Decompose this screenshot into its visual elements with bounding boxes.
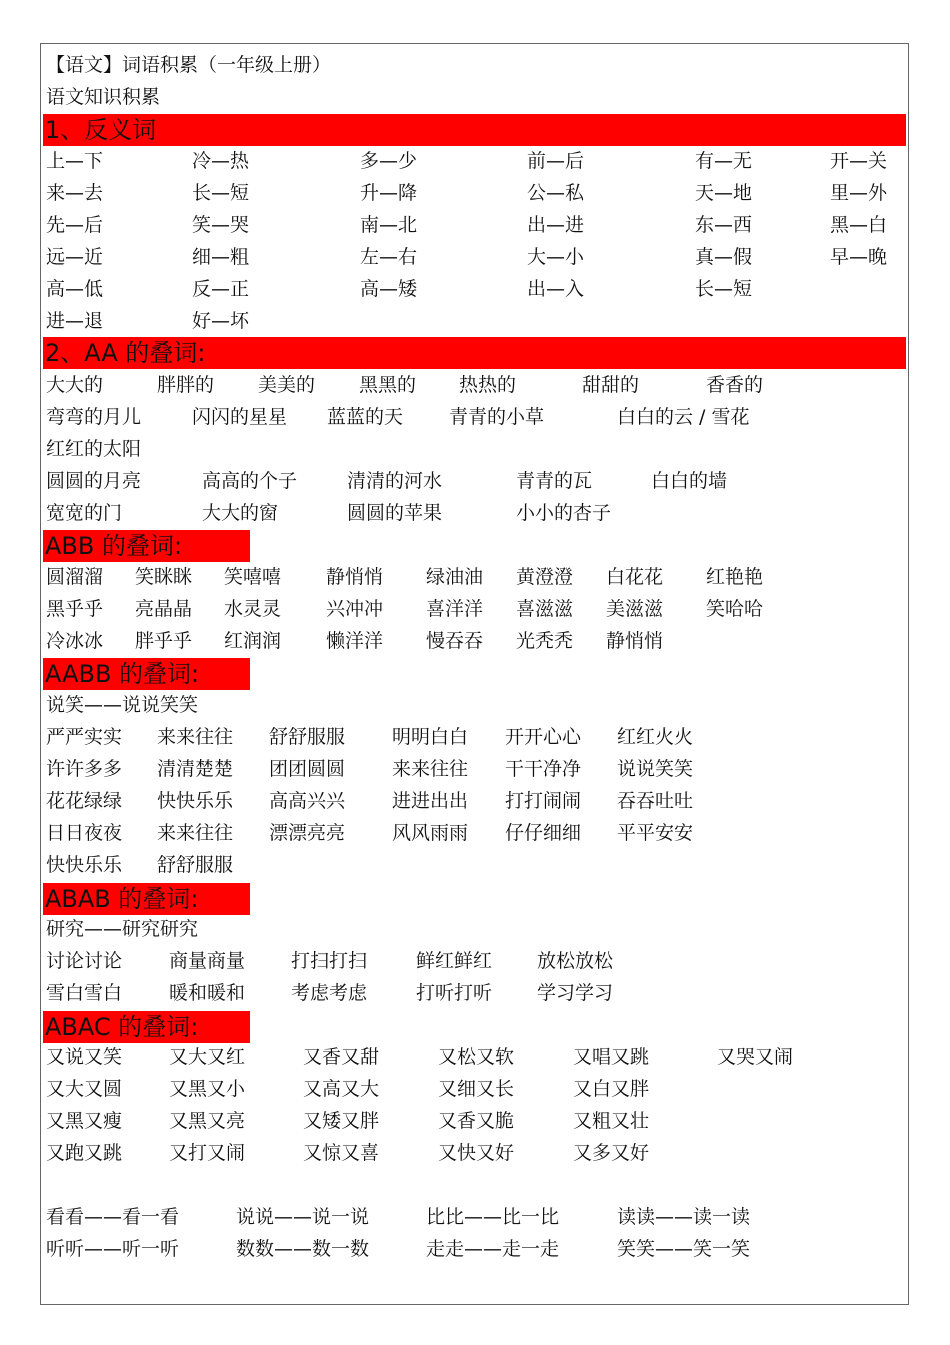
aabb-row xyxy=(0,756,950,782)
antonyms-word: 南—北 xyxy=(360,214,418,236)
abab-example: 研究——研究研究 xyxy=(46,918,199,940)
antonyms-word: 出—入 xyxy=(527,278,585,300)
aa-row xyxy=(0,436,950,462)
aa-row xyxy=(0,468,950,494)
abac-word: 又哭又闹 xyxy=(717,1046,794,1068)
aabb-word: 仔仔细细 xyxy=(505,822,582,844)
antonyms-word: 来—去 xyxy=(46,182,104,204)
abac-word: 又细又长 xyxy=(438,1078,515,1100)
verbs-word: 说说——说一说 xyxy=(236,1206,370,1228)
verbs-word: 数数——数一数 xyxy=(236,1238,370,1260)
abb-word: 红艳艳 xyxy=(706,566,764,588)
abac-row xyxy=(0,1108,950,1134)
aa-word: 甜甜的 xyxy=(582,374,640,396)
aa-word: 黑黑的 xyxy=(359,374,417,396)
aa-word: 大大的 xyxy=(46,374,104,396)
aabb-word: 快快乐乐 xyxy=(46,854,123,876)
verbs-row xyxy=(0,1204,950,1230)
antonyms-word: 好—坏 xyxy=(192,310,250,332)
aa-word: 圆圆的苹果 xyxy=(347,502,443,524)
antonyms-word: 里—外 xyxy=(830,182,888,204)
antonyms-word: 反—正 xyxy=(192,278,250,300)
abb-word: 静悄悄 xyxy=(606,630,664,652)
abac-word: 又高又大 xyxy=(303,1078,380,1100)
aabb-word: 吞吞吐吐 xyxy=(617,790,694,812)
aa-word: 青青的小草 xyxy=(449,406,545,428)
aa-word: 胖胖的 xyxy=(157,374,215,396)
abac-word: 又松又软 xyxy=(438,1046,515,1068)
aa-word: 弯弯的月儿 xyxy=(46,406,142,428)
aabb-word: 开开心心 xyxy=(505,726,582,748)
antonyms-word: 天—地 xyxy=(695,182,753,204)
antonyms-word: 冷—热 xyxy=(192,150,250,172)
verbs-word: 看看——看一看 xyxy=(46,1206,180,1228)
page-subtitle: 语文知识积累 xyxy=(46,86,161,108)
heading-text: ABAC 的叠词: xyxy=(45,1013,199,1041)
aa-word: 青青的瓦 xyxy=(516,470,593,492)
aabb-word: 干干净净 xyxy=(505,758,582,780)
heading-text: ABB 的叠词: xyxy=(45,532,183,560)
antonyms-word: 笑—哭 xyxy=(192,214,250,236)
aa-word: 高高的个子 xyxy=(202,470,298,492)
abab-row xyxy=(0,980,950,1006)
aabb-word: 打打闹闹 xyxy=(505,790,582,812)
antonyms-word: 真—假 xyxy=(695,246,753,268)
abac-word: 又大又圆 xyxy=(46,1078,123,1100)
abb-word: 美滋滋 xyxy=(606,598,664,620)
antonyms-word: 多—少 xyxy=(360,150,418,172)
verbs-row xyxy=(0,1236,950,1262)
antonyms-word: 东—西 xyxy=(695,214,753,236)
antonyms-word: 高—低 xyxy=(46,278,104,300)
abac-word: 又香又脆 xyxy=(438,1110,515,1132)
abb-word: 光秃秃 xyxy=(516,630,574,652)
aabb-word: 说说笑笑 xyxy=(617,758,694,780)
section-heading-aabb xyxy=(43,658,250,690)
abac-word: 又唱又跳 xyxy=(573,1046,650,1068)
abab-word: 商量商量 xyxy=(169,950,246,972)
antonyms-row xyxy=(0,244,950,270)
antonyms-word: 前—后 xyxy=(527,150,585,172)
antonyms-word: 大—小 xyxy=(527,246,585,268)
heading-text: ABAB 的叠词: xyxy=(45,885,199,913)
aa-row xyxy=(0,372,950,398)
abac-word: 又快又好 xyxy=(438,1142,515,1164)
aabb-row xyxy=(0,820,950,846)
abab-word: 雪白雪白 xyxy=(46,982,123,1004)
aabb-word: 来来往往 xyxy=(392,758,469,780)
verbs-word: 比比——比一比 xyxy=(426,1206,560,1228)
abac-row xyxy=(0,1044,950,1070)
abb-row xyxy=(0,564,950,590)
aabb-row xyxy=(0,852,950,878)
aabb-word: 快快乐乐 xyxy=(157,790,234,812)
aabb-word: 日日夜夜 xyxy=(46,822,123,844)
abb-word: 白花花 xyxy=(606,566,664,588)
aabb-word: 进进出出 xyxy=(392,790,469,812)
abac-row xyxy=(0,1140,950,1166)
antonyms-word: 远—近 xyxy=(46,246,104,268)
abb-word: 喜洋洋 xyxy=(426,598,484,620)
aabb-row xyxy=(0,788,950,814)
abac-word: 又跑又跳 xyxy=(46,1142,123,1164)
abb-word: 兴冲冲 xyxy=(326,598,384,620)
antonyms-word: 进—退 xyxy=(46,310,104,332)
abb-word: 圆溜溜 xyxy=(46,566,104,588)
section-heading-abab xyxy=(43,883,250,915)
verbs-word: 听听——听一听 xyxy=(46,1238,180,1260)
abb-word: 黑乎乎 xyxy=(46,598,104,620)
heading-text: AABB 的叠词: xyxy=(45,660,200,688)
aa-word: 香香的 xyxy=(706,374,764,396)
abab-word: 鲜红鲜红 xyxy=(416,950,493,972)
abab-row xyxy=(0,948,950,974)
abb-word: 黄澄澄 xyxy=(516,566,574,588)
abac-word: 又说又笑 xyxy=(46,1046,123,1068)
antonyms-word: 黑—白 xyxy=(830,214,888,236)
antonyms-word: 高—矮 xyxy=(360,278,418,300)
aa-word: 白白的墙 xyxy=(651,470,728,492)
abab-word: 打扫打扫 xyxy=(291,950,368,972)
abac-word: 又黑又小 xyxy=(169,1078,246,1100)
aabb-example: 说笑——说说笑笑 xyxy=(46,694,199,716)
abab-word: 放松放松 xyxy=(537,950,614,972)
antonyms-word: 开—关 xyxy=(830,150,888,172)
page-title: 【语文】词语积累（一年级上册） xyxy=(46,54,332,76)
abac-word: 又香又甜 xyxy=(303,1046,380,1068)
aa-word: 闪闪的星星 xyxy=(192,406,288,428)
aa-word: 蓝蓝的天 xyxy=(327,406,404,428)
antonyms-word: 早—晚 xyxy=(830,246,888,268)
heading-text: 2、AA 的叠词: xyxy=(45,339,206,367)
antonyms-word: 公—私 xyxy=(527,182,585,204)
aa-word: 宽宽的门 xyxy=(46,502,123,524)
aabb-word: 明明白白 xyxy=(392,726,469,748)
abb-row xyxy=(0,628,950,654)
aabb-word: 红红火火 xyxy=(617,726,694,748)
abac-word: 又惊又喜 xyxy=(303,1142,380,1164)
antonyms-row xyxy=(0,276,950,302)
verbs-word: 笑笑——笑一笑 xyxy=(617,1238,751,1260)
aa-word: 热热的 xyxy=(459,374,517,396)
aabb-word: 团团圆圆 xyxy=(269,758,346,780)
antonyms-row xyxy=(0,148,950,174)
aabb-word: 舒舒服服 xyxy=(269,726,346,748)
aabb-word: 来来往往 xyxy=(157,822,234,844)
abb-word: 红润润 xyxy=(224,630,282,652)
aabb-word: 花花绿绿 xyxy=(46,790,123,812)
aa-row xyxy=(0,500,950,526)
section-heading-abac xyxy=(43,1011,250,1043)
abb-word: 绿油油 xyxy=(426,566,484,588)
abac-word: 又大又红 xyxy=(169,1046,246,1068)
aabb-word: 清清楚楚 xyxy=(157,758,234,780)
aabb-word: 来来往往 xyxy=(157,726,234,748)
abb-word: 亮晶晶 xyxy=(135,598,193,620)
abac-word: 又黑又亮 xyxy=(169,1110,246,1132)
abac-word: 又黑又瘦 xyxy=(46,1110,123,1132)
antonyms-word: 有—无 xyxy=(695,150,753,172)
abac-word: 又打又闹 xyxy=(169,1142,246,1164)
abab-word: 打听打听 xyxy=(416,982,493,1004)
abb-row xyxy=(0,596,950,622)
antonyms-word: 先—后 xyxy=(46,214,104,236)
antonyms-word: 长—短 xyxy=(192,182,250,204)
antonyms-word: 升—降 xyxy=(360,182,418,204)
abb-word: 懒洋洋 xyxy=(326,630,384,652)
abac-word: 又白又胖 xyxy=(573,1078,650,1100)
aabb-word: 许许多多 xyxy=(46,758,123,780)
section-heading-antonyms xyxy=(43,114,906,146)
aa-word: 白白的云 / 雪花 xyxy=(617,406,750,428)
aabb-word: 高高兴兴 xyxy=(269,790,346,812)
aa-word: 清清的河水 xyxy=(347,470,443,492)
abb-word: 胖乎乎 xyxy=(135,630,193,652)
abac-word: 又矮又胖 xyxy=(303,1110,380,1132)
aa-row xyxy=(0,404,950,430)
abac-word: 又多又好 xyxy=(573,1142,650,1164)
abac-word: 又粗又壮 xyxy=(573,1110,650,1132)
heading-text: 1、反义词 xyxy=(45,116,157,144)
antonyms-word: 出—进 xyxy=(527,214,585,236)
abab-word: 考虑考虑 xyxy=(291,982,368,1004)
antonyms-word: 左—右 xyxy=(360,246,418,268)
aabb-row xyxy=(0,724,950,750)
aabb-word: 平平安安 xyxy=(617,822,694,844)
abac-row xyxy=(0,1076,950,1102)
aa-word: 圆圆的月亮 xyxy=(46,470,142,492)
abab-word: 暖和暖和 xyxy=(169,982,246,1004)
aa-word: 美美的 xyxy=(258,374,316,396)
abb-word: 静悄悄 xyxy=(326,566,384,588)
antonyms-word: 细—粗 xyxy=(192,246,250,268)
antonyms-row xyxy=(0,180,950,206)
aa-word: 大大的窗 xyxy=(202,502,279,524)
antonyms-word: 上—下 xyxy=(46,150,104,172)
aabb-word: 严严实实 xyxy=(46,726,123,748)
abb-word: 水灵灵 xyxy=(224,598,282,620)
aa-word: 小小的杏子 xyxy=(516,502,612,524)
abb-word: 笑眯眯 xyxy=(135,566,193,588)
antonyms-word: 长—短 xyxy=(695,278,753,300)
aabb-word: 风风雨雨 xyxy=(392,822,469,844)
abb-word: 冷冰冰 xyxy=(46,630,104,652)
verbs-word: 读读——读一读 xyxy=(617,1206,751,1228)
aa-word: 红红的太阳 xyxy=(46,438,142,460)
aabb-word: 漂漂亮亮 xyxy=(269,822,346,844)
abb-word: 笑嘻嘻 xyxy=(224,566,282,588)
abab-word: 讨论讨论 xyxy=(46,950,123,972)
section-heading-aa xyxy=(43,337,906,369)
aabb-word: 舒舒服服 xyxy=(157,854,234,876)
antonyms-row xyxy=(0,212,950,238)
abb-word: 笑哈哈 xyxy=(706,598,764,620)
abb-word: 喜滋滋 xyxy=(516,598,574,620)
antonyms-row xyxy=(0,308,950,334)
abb-word: 慢吞吞 xyxy=(426,630,484,652)
verbs-word: 走走——走一走 xyxy=(426,1238,560,1260)
section-heading-abb xyxy=(43,530,250,562)
abab-word: 学习学习 xyxy=(537,982,614,1004)
